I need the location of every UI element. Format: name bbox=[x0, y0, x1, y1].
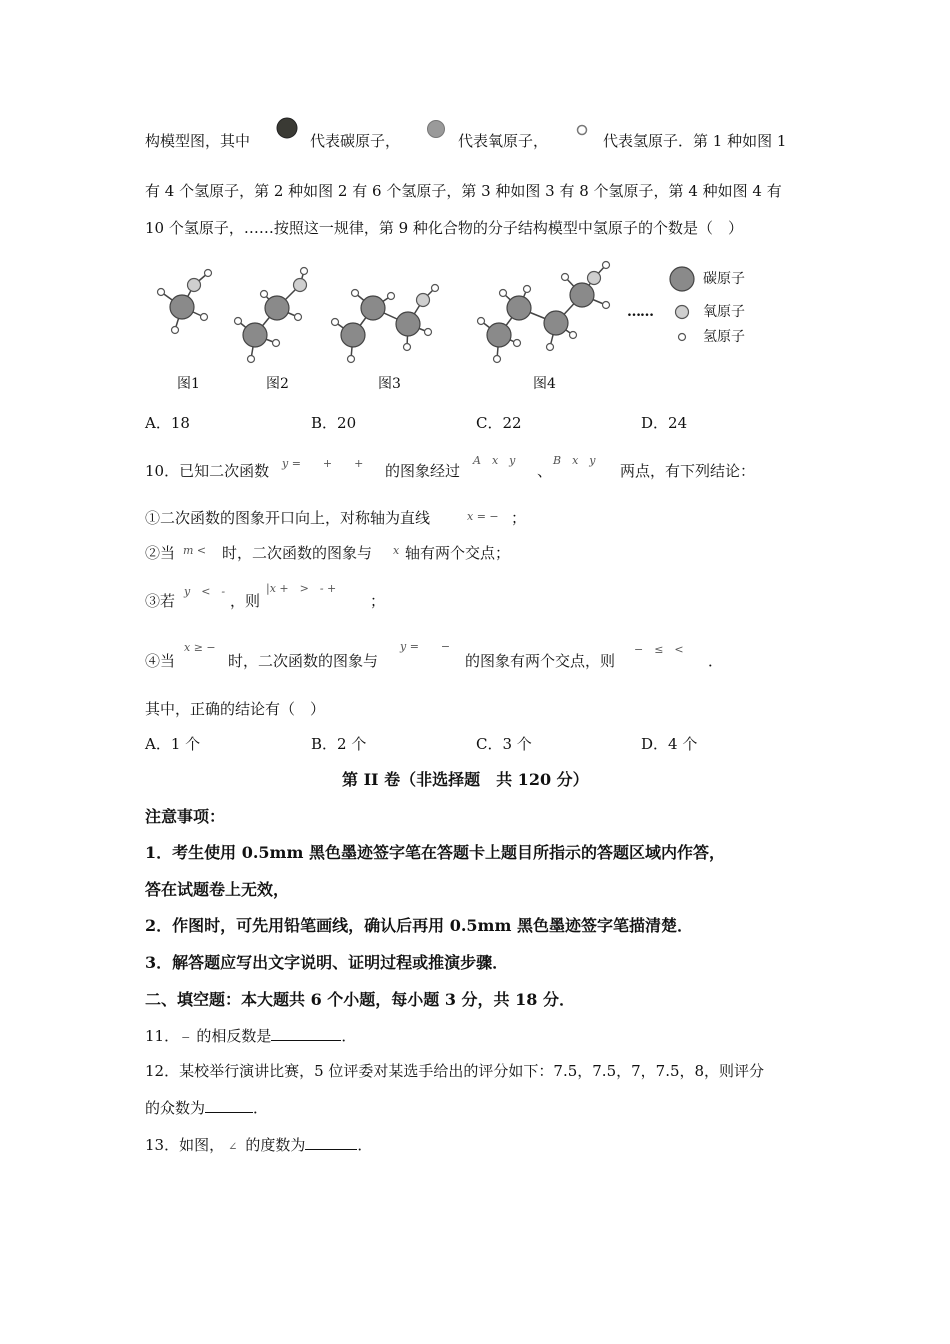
figure-label-4: 图4 bbox=[533, 376, 556, 392]
q9-line1: 构模型图，其中 bbox=[145, 132, 251, 150]
q10-option-d: D．4 个 bbox=[641, 735, 698, 753]
notice-1b: 答在试题卷上无效， bbox=[145, 880, 290, 899]
notice-2: 2．作图时，可先用铅笔画线，确认后再用 0.5mm 黑色墨迹签字笔描清楚． bbox=[145, 916, 693, 935]
notice-title: 注意事项： bbox=[145, 807, 226, 826]
legend-carbon: 碳原子 bbox=[703, 271, 745, 287]
notice-3: 3．解答题应写出文字说明、证明过程或推演步骤． bbox=[145, 953, 509, 972]
q9-line1-c: 代表氧原子， bbox=[458, 132, 549, 150]
q10-math-A: A x y bbox=[473, 454, 516, 467]
q10-option-b: B．2 个 bbox=[311, 735, 367, 753]
q11-answer-blank[interactable] bbox=[271, 1026, 341, 1041]
legend-hydrogen: 氢原子 bbox=[703, 329, 745, 345]
q9-option-d: D．24 bbox=[641, 414, 688, 432]
q10-c4-math3: − ≤ < bbox=[634, 643, 684, 656]
q10-stem-a: 10．已知二次函数 bbox=[145, 462, 270, 480]
q10-c2-b: 时，二次函数的图象与 bbox=[222, 544, 373, 562]
q10-option-c: C．3 个 bbox=[476, 735, 532, 753]
q13-math: ∠ bbox=[228, 1140, 238, 1153]
q9-option-a: A．18 bbox=[145, 414, 190, 432]
q10-stem-b: 的图象经过 bbox=[385, 462, 461, 480]
q10-option-a: A．1 个 bbox=[145, 735, 201, 753]
q10-c4: ④当 bbox=[145, 652, 176, 670]
q10-c1: ①二次函数的图象开口向上，对称轴为直线 bbox=[145, 509, 431, 527]
q10-question: 其中，正确的结论有（ ） bbox=[145, 700, 326, 718]
q10-stem-c: 、 bbox=[537, 462, 553, 480]
q10-c2-math1: m < bbox=[183, 544, 207, 557]
ellipsis: …… bbox=[627, 304, 653, 320]
q11-math: − bbox=[181, 1031, 191, 1044]
oxygen-atom-icon bbox=[426, 119, 446, 139]
figure-label-1: 图1 bbox=[177, 376, 200, 392]
q9-line1-d: 代表氢原子．第 1 种如图 1 bbox=[603, 132, 787, 150]
q9-line3: 10 个氢原子，……按照这一规律，第 9 种化合物的分子结构模型中氢原子的个数是（ ） bbox=[145, 219, 743, 237]
carbon-atom-icon bbox=[276, 117, 298, 139]
q12-line2: 的众数为 ． bbox=[145, 1099, 269, 1117]
q10-c1-math: x = − bbox=[467, 510, 499, 523]
q11: 11． − 的相反数是 ． bbox=[145, 1027, 357, 1045]
legend-oxygen: 氧原子 bbox=[703, 304, 745, 320]
q10-c2-c: 轴有两个交点； bbox=[405, 544, 511, 562]
q9-option-b: B．20 bbox=[311, 414, 357, 432]
q10-math-B: B x y bbox=[553, 454, 596, 467]
q13-answer-blank[interactable] bbox=[305, 1135, 357, 1150]
q10-c4-c: 的图象有两个交点，则 bbox=[465, 652, 616, 670]
q12-answer-blank[interactable] bbox=[205, 1098, 253, 1113]
section2-title: 第 II 卷（非选择题 共 120 分） bbox=[342, 770, 589, 789]
q10-c2-math2: x bbox=[393, 544, 400, 557]
q10-c4-math2: y = − bbox=[400, 640, 451, 653]
q10-c3-b: ，则 bbox=[230, 592, 261, 610]
figure-label-3: 图3 bbox=[378, 376, 401, 392]
q10-c2: ②当 bbox=[145, 544, 176, 562]
q9-line1-b: 代表碳原子， bbox=[310, 132, 401, 150]
q10-c4-math1: x ≥ − bbox=[184, 641, 216, 654]
q10-math-func: y = + + bbox=[282, 457, 364, 470]
q10-c4-b: 时，二次函数的图象与 bbox=[228, 652, 379, 670]
q9-line2: 有 4 个氢原子，第 2 种如图 2 有 6 个氢原子，第 3 种如图 3 有 8 个氢原子，第 4 种如图 4 有 bbox=[145, 182, 782, 200]
figure-label-2: 图2 bbox=[266, 376, 289, 392]
q10-c3-math2: |x + > - + bbox=[266, 582, 337, 595]
notice-1a: 1．考生使用 0.5mm 黑色墨迹签字笔在答题卡上题目所指示的答题区域内作答， bbox=[145, 843, 725, 862]
q10-c3-c: ； bbox=[370, 592, 386, 610]
q13: 13．如图， ∠ 的度数为 ． bbox=[145, 1136, 373, 1154]
molecule-figures bbox=[145, 255, 785, 395]
hydrogen-atom-icon bbox=[575, 123, 589, 137]
q10-c1-end: ； bbox=[511, 509, 527, 527]
fill-section-title: 二、填空题：本大题共 6 个小题，每小题 3 分，共 18 分． bbox=[145, 990, 575, 1009]
q12-line1: 12．某校举行演讲比赛，5 位评委对某选手给出的评分如下：7.5，7.5，7，7.5，8，则评分 bbox=[145, 1062, 765, 1080]
q10-c3-math1: y < - bbox=[184, 585, 226, 598]
q10-stem-d: 两点，有下列结论： bbox=[620, 462, 756, 480]
q10-c3: ③若 bbox=[145, 592, 176, 610]
q10-c4-d: ． bbox=[708, 652, 724, 670]
q9-option-c: C．22 bbox=[476, 414, 522, 432]
